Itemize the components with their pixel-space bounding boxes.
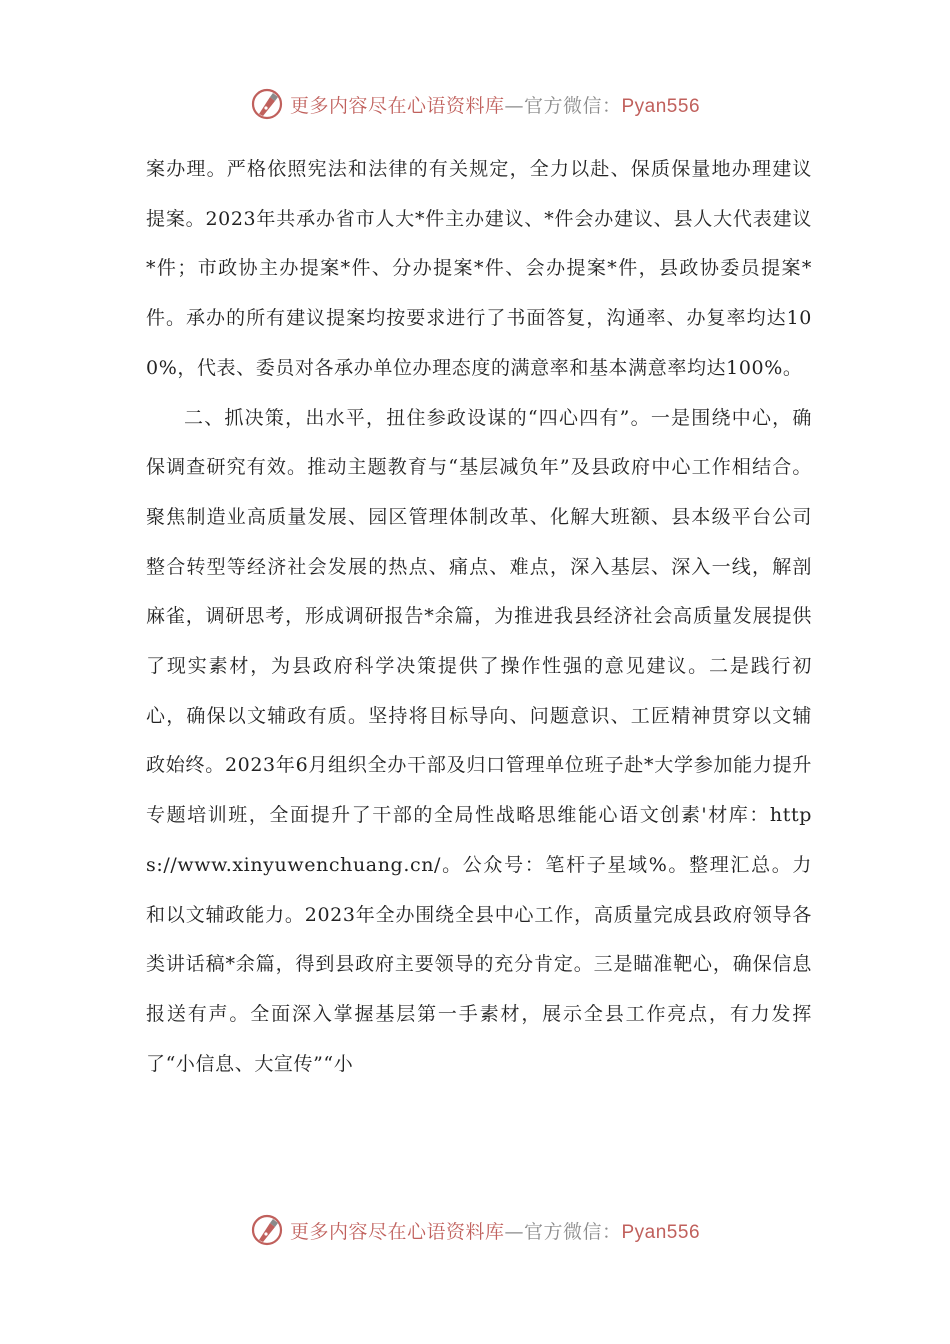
- header-wechat-id: Pyan556: [621, 95, 701, 117]
- footer-wechat-id: Pyan556: [621, 1221, 701, 1243]
- header-brand: 更多内容尽在心语资料库: [289, 94, 505, 117]
- pen-nib-logo-icon: [250, 87, 284, 121]
- header-banner: [0, 84, 950, 124]
- document-body: [146, 145, 812, 1089]
- footer-brand: 更多内容尽在心语资料库: [289, 1220, 505, 1243]
- pen-nib-logo-icon: [250, 1213, 284, 1247]
- footer-banner: [0, 1210, 950, 1250]
- header-dash: —: [504, 94, 524, 117]
- paragraph-continued: 案办理。严格依照宪法和法律的有关规定，全力以赴、保质保量地办理建议提案。2023年共承办省市人大*件主办建议、*件会办建议、县人大代表建议*件；市政协主办提案*件、分办提案*件、会办提案*件，县政协委员提案*件。承办的所有建议提案均按要求进行了书面答复，沟通率、办复率均达100%，代表、委员对各承办单位办理态度的满意率和基本满意率均达100%。: [146, 158, 812, 379]
- paragraph-section-two: 二、抓决策，出水平，扭住参政设谋的“四心四有”。一是围绕中心，确保调查研究有效。推动主题教育与“基层减负年”及县政府中心工作相结合。聚焦制造业高质量发展、园区管理体制改革、化解大班额、县本级平台公司整合转型等经济社会发展的热点、痛点、难点，深入基层、深入一线，解剖麻雀，调研思考，形成调研报告*余篇，为推进我县经济社会高质量发展提供了现实素材，为县政府科学决策提供了操作性强的意见建议。二是践行初心，确保以文辅政有质。坚持将目标导向、问题意识、工匠精神贯穿以文辅政始终。2023年6月组织全办干部及归口管理单位班子赴*大学参加能力提升专题培训班，全面提升了干部的全局性战略思维能心语文创素'材库：https://www.xinyuwenchuang.cn/。公众号：笔杆子星域%。整理汇总。力和以文辅政能力。2023年全办围绕全县中心工作，高质量完成县政府领导各类讲话稿*余篇，得到县政府主要领导的充分肯定。三是瞄准靶心，确保信息报送有声。全面深入掌握基层第一手素材，展示全县工作亮点，有力发挥了“小信息、大宣传”“小: [146, 406, 812, 1075]
- footer-dash: —: [504, 1220, 524, 1243]
- header-wechat-label: 官方微信：: [523, 94, 622, 117]
- footer-text: [290, 1217, 700, 1244]
- header-text: [290, 91, 700, 118]
- footer-wechat-label: 官方微信：: [523, 1220, 622, 1243]
